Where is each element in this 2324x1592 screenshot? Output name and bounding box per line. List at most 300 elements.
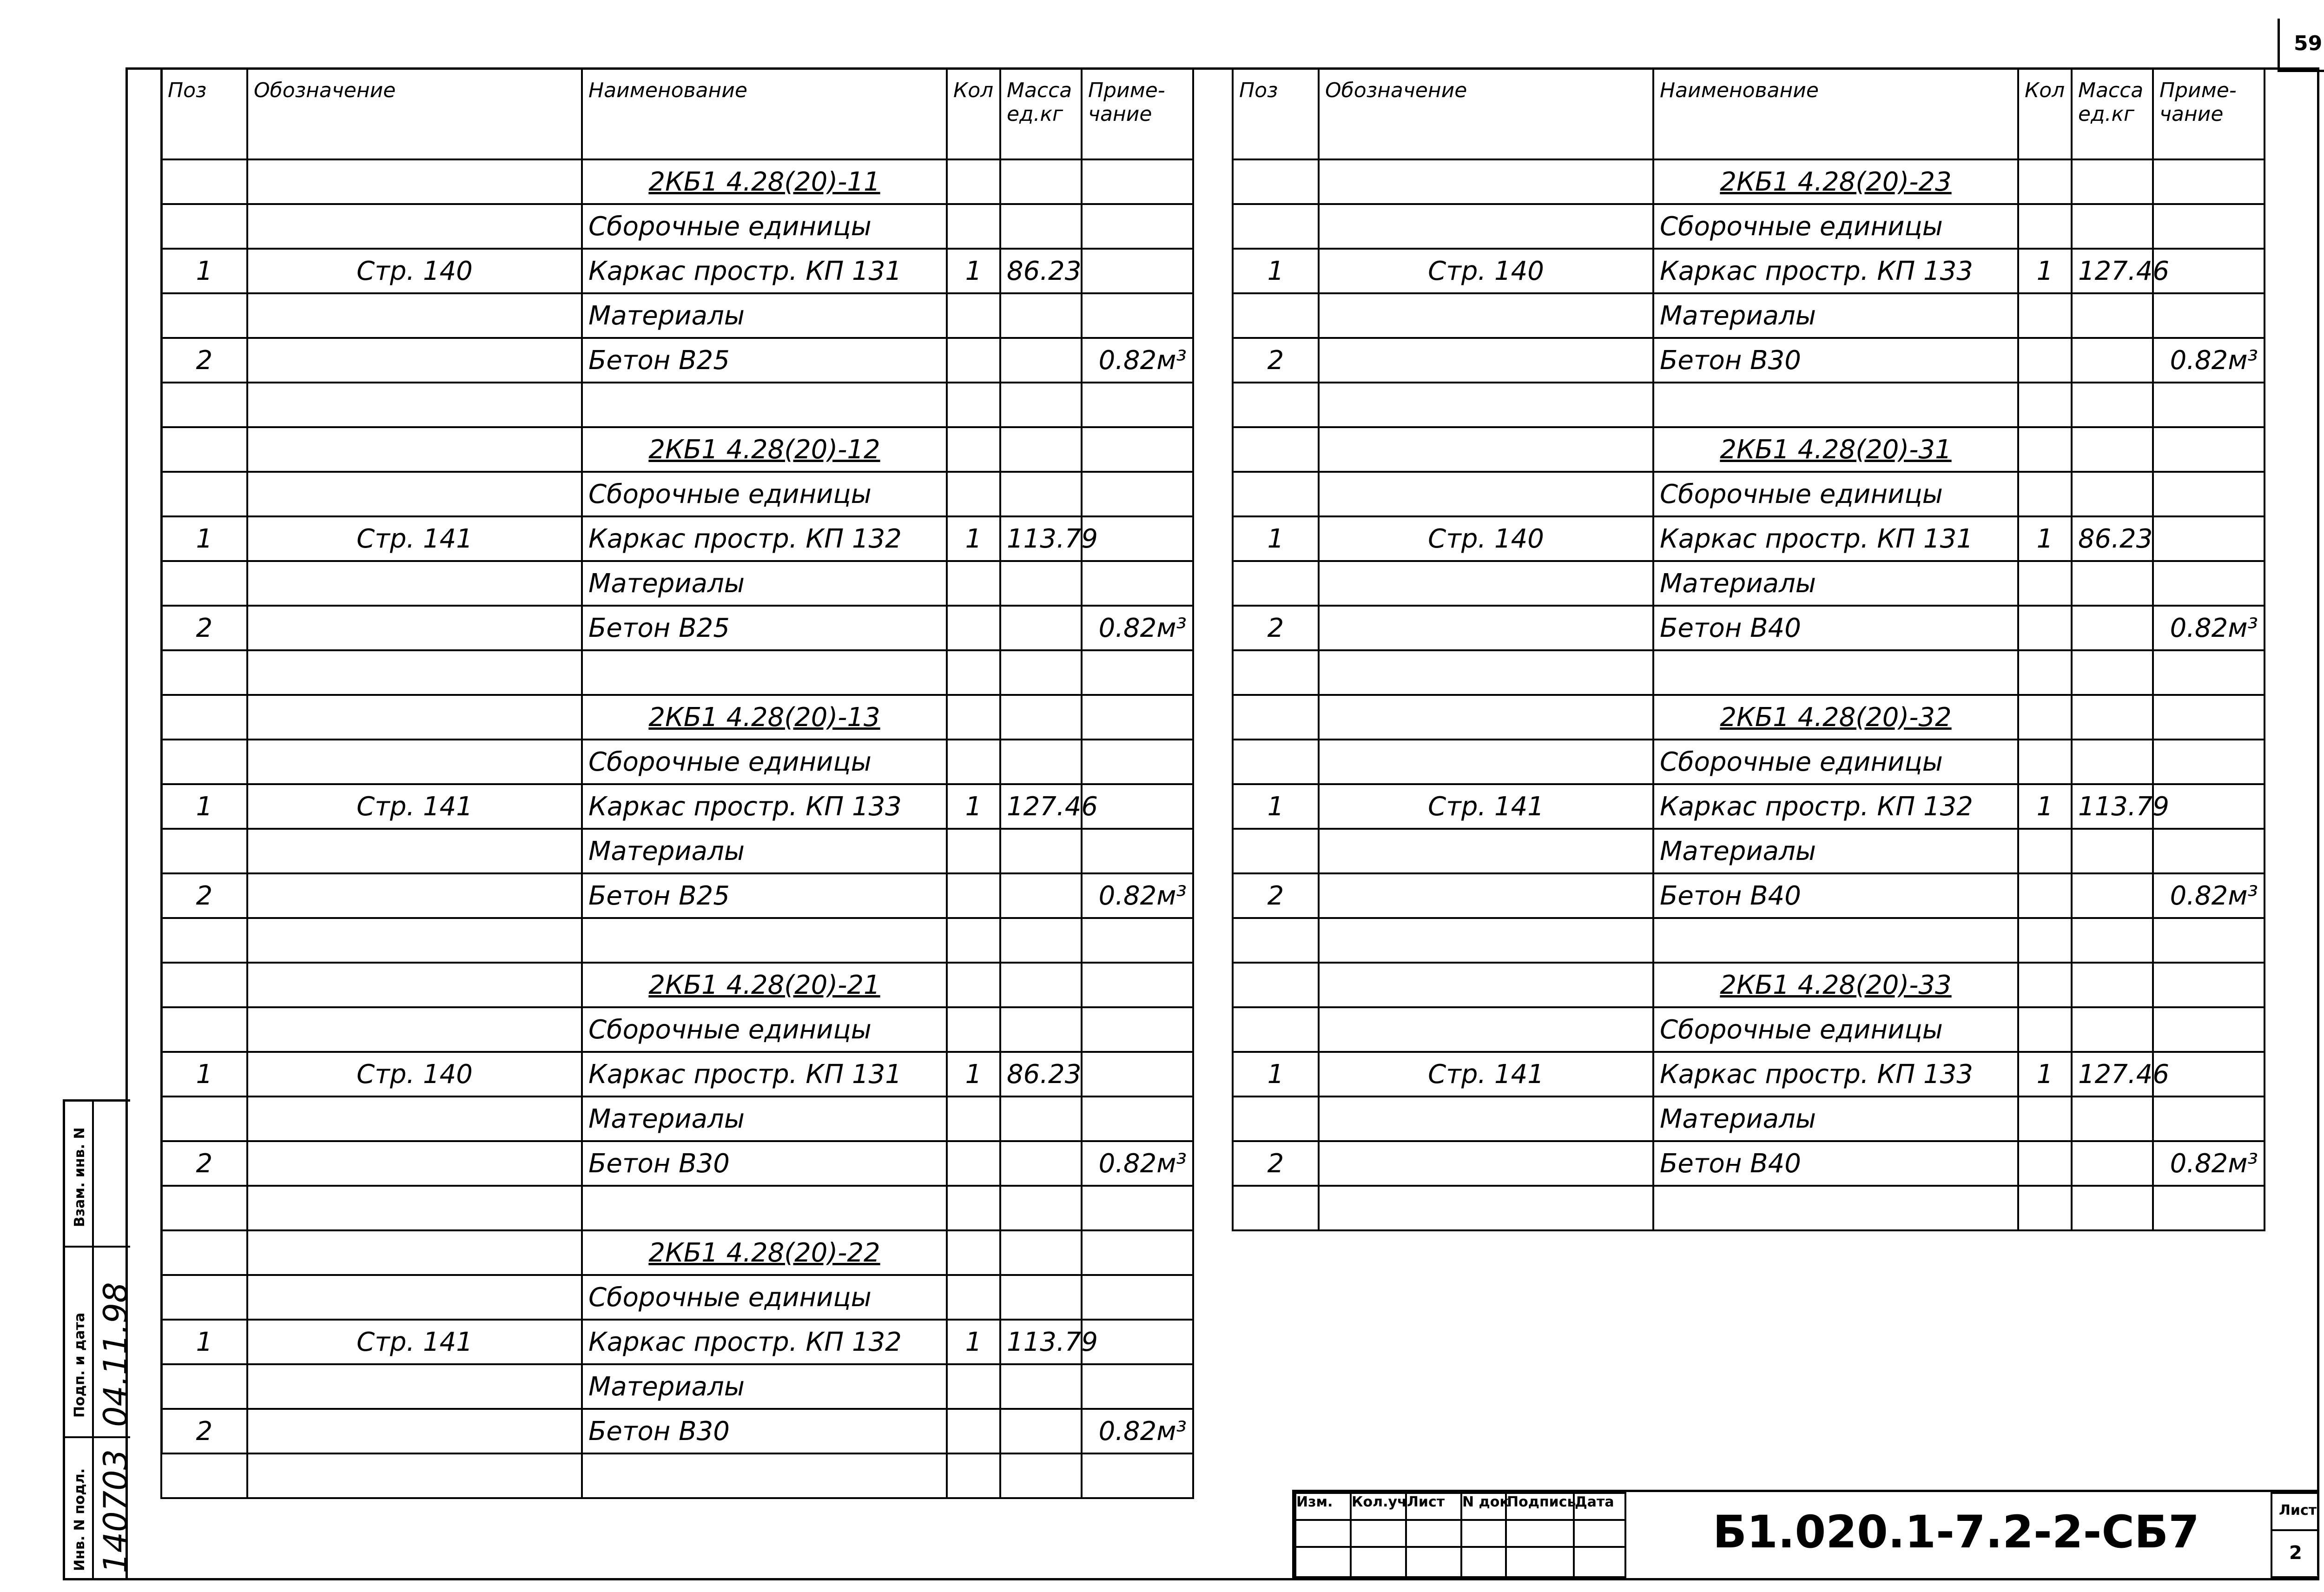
header-note: Приме- чание [1082,68,1193,159]
cell-mass [2072,963,2153,1007]
cell-note [1082,383,1193,427]
cell-name: Сборочные единицы [582,472,947,516]
table-row [161,784,1193,829]
group-title: 2КБ1 4.28(20)-13 [582,695,947,740]
cell-mass [1000,427,1082,472]
cell-qty [947,650,1000,695]
cell-designation [1319,338,1653,383]
cell-qty [2018,740,2072,784]
cell-mass [2072,561,2153,606]
cell-pos [161,829,247,873]
header-mass: Масса ед.кг [2072,68,2153,159]
cell-name: Каркас простр. КП 132 [1653,784,2018,829]
cell-qty: 1 [2018,784,2072,829]
cell-designation: Стр. 141 [247,516,582,561]
header-qty: Кол [947,68,1000,159]
spec-table-right [1232,67,2265,1231]
cell-mass [1000,873,1082,918]
cell-mass [2072,204,2153,249]
cell-note [2153,472,2265,516]
cell-note: 0.82м³ [2153,1141,2265,1186]
cell-pos [161,1230,247,1275]
side-stamp [63,1099,135,1580]
table-row [161,383,1193,427]
cell-pos [161,1453,247,1498]
cell-mass [1000,383,1082,427]
group-title: 2КБ1 4.28(20)-33 [1653,963,2018,1007]
cell-pos [1233,293,1319,338]
cell-mass [1000,918,1082,963]
table-row [161,249,1193,293]
cell-mass [1000,1230,1082,1275]
cell-name: Сборочные единицы [582,740,947,784]
cell-qty: 1 [947,784,1000,829]
cell-designation [247,1275,582,1320]
title-block [1292,1490,2319,1578]
header-name: Наименование [1653,68,2018,159]
cell-designation [247,472,582,516]
cell-designation [1319,873,1653,918]
cell-pos [161,159,247,204]
cell-qty [947,829,1000,873]
cell-mass [1000,561,1082,606]
cell-qty [947,293,1000,338]
header-pos: Поз [1233,68,1319,159]
table-row [161,829,1193,873]
cell-pos [161,695,247,740]
cell-pos: 2 [161,1409,247,1453]
handwritten-date: 04.11.98 [97,1282,135,1427]
stamp-cell-data [1573,1492,1626,1521]
cell-pos [1233,561,1319,606]
cell-pos [1233,1186,1319,1230]
cell-designation [1319,1097,1653,1141]
cell-mass [1000,1275,1082,1320]
cell-qty [947,1186,1000,1230]
cell-note [1082,784,1193,829]
cell-designation: Стр. 141 [1319,1052,1653,1097]
table-row [1233,1097,2265,1141]
cell-pos [161,1097,247,1141]
stamp-cell-izm [1294,1492,1352,1521]
cell-pos: 2 [161,873,247,918]
cell-name: Каркас простр. КП 132 [582,1320,947,1364]
cell-mass: 127.46 [1000,784,1082,829]
cell-designation [247,1141,582,1186]
cell-pos [161,1275,247,1320]
cell-name: Материалы [1653,293,2018,338]
cell-qty: 1 [2018,249,2072,293]
cell-name: Бетон В25 [582,606,947,650]
cell-note [1082,963,1193,1007]
stamp-cell-kol [1350,1492,1407,1521]
cell-name: Бетон В40 [1653,606,2018,650]
cell-mass [1000,293,1082,338]
cell-designation [1319,293,1653,338]
cell-name: Сборочные единицы [1653,740,2018,784]
cell-name: Каркас простр. КП 133 [1653,1052,2018,1097]
cell-designation [247,204,582,249]
header-pos: Поз [161,68,247,159]
cell-mass [2072,1007,2153,1052]
cell-note [2153,383,2265,427]
cell-mass [2072,293,2153,338]
cell-name [1653,918,2018,963]
table-row [161,1141,1193,1186]
cell-note [1082,159,1193,204]
table-row [161,1320,1193,1364]
cell-note: 0.82м³ [1082,338,1193,383]
cell-qty [947,472,1000,516]
side-label-inv-orig: Инв. N подл. [72,1468,88,1571]
cell-designation: Стр. 140 [247,1052,582,1097]
cell-qty [2018,427,2072,472]
cell-name: Сборочные единицы [1653,1007,2018,1052]
cell-note [1082,695,1193,740]
table-row [1233,1186,2265,1230]
cell-qty [2018,159,2072,204]
cell-mass [1000,1141,1082,1186]
cell-mass: 127.46 [2072,249,2153,293]
page-number-box [2278,19,2324,72]
cell-mass [2072,338,2153,383]
page-number: 59 [2294,32,2323,55]
cell-qty [947,159,1000,204]
cell-note: 0.82м³ [2153,606,2265,650]
table-row [1233,1007,2265,1052]
cell-note: 0.82м³ [1082,1141,1193,1186]
cell-mass [2072,427,2153,472]
stamp-vline-5 [1573,1519,1575,1578]
cell-name: Материалы [582,1364,947,1409]
spec-table-left-body [161,159,1193,1498]
cell-pos: 1 [1233,784,1319,829]
cell-qty [947,561,1000,606]
cell-mass [1000,338,1082,383]
cell-name: Каркас простр. КП 132 [582,516,947,561]
cell-qty [2018,606,2072,650]
cell-qty [2018,1007,2072,1052]
header-designation: Обозначение [247,68,582,159]
cell-mass: 113.79 [1000,516,1082,561]
cell-pos [1233,1097,1319,1141]
cell-pos [161,918,247,963]
cell-mass [2072,873,2153,918]
cell-designation [1319,740,1653,784]
table-row [1233,561,2265,606]
cell-note [1082,1097,1193,1141]
table-row [161,1186,1193,1230]
table-row [1233,472,2265,516]
cell-pos [1233,829,1319,873]
cell-pos: 1 [161,1320,247,1364]
side-stamp-sep-1 [65,1246,130,1248]
cell-mass [1000,740,1082,784]
cell-mass [1000,1364,1082,1409]
table-row [1233,918,2265,963]
cell-qty: 1 [947,516,1000,561]
sheet-number: 2 [2289,1542,2302,1564]
cell-qty [2018,695,2072,740]
cell-designation [1319,204,1653,249]
cell-designation [247,1364,582,1409]
cell-mass [1000,1097,1082,1141]
cell-name: Сборочные единицы [582,204,947,249]
cell-qty [947,1453,1000,1498]
cell-mass [2072,606,2153,650]
table-row [161,204,1193,249]
cell-qty [2018,293,2072,338]
cell-note [1082,249,1193,293]
cell-designation: Стр. 141 [247,784,582,829]
table-row [1233,159,2265,204]
cell-note [2153,829,2265,873]
cell-name [1653,650,2018,695]
table-row [161,650,1193,695]
cell-designation [247,829,582,873]
cell-pos [161,740,247,784]
header-note: Приме- чание [2153,68,2265,159]
cell-qty [947,1364,1000,1409]
table-row [161,1097,1193,1141]
cell-name: Материалы [582,293,947,338]
cell-note [1082,650,1193,695]
cell-name: Материалы [582,561,947,606]
cell-designation [1319,472,1653,516]
cell-pos [1233,650,1319,695]
cell-note [1082,1453,1193,1498]
cell-designation: Стр. 140 [1319,516,1653,561]
stamp-label-kol: Кол.уч [1352,1494,1407,1510]
cell-note [1082,293,1193,338]
cell-note [1082,472,1193,516]
cell-mass [1000,829,1082,873]
cell-qty [2018,829,2072,873]
stamp-vline-4 [1505,1519,1507,1578]
cell-pos [1233,383,1319,427]
cell-designation [247,293,582,338]
cell-qty: 1 [947,249,1000,293]
cell-mass [1000,1007,1082,1052]
table-row [1233,427,2265,472]
cell-designation [247,740,582,784]
table-row [161,918,1193,963]
table-row [1233,784,2265,829]
cell-pos [1233,918,1319,963]
cell-designation [1319,1186,1653,1230]
cell-pos: 1 [161,249,247,293]
cell-note [2153,1097,2265,1141]
cell-name: Материалы [582,1097,947,1141]
cell-qty [2018,1141,2072,1186]
cell-designation [247,873,582,918]
cell-note: 0.82м³ [1082,873,1193,918]
cell-pos [161,427,247,472]
cell-qty [947,1275,1000,1320]
cell-name: Бетон В40 [1653,1141,2018,1186]
cell-qty [2018,383,2072,427]
cell-pos [161,561,247,606]
cell-qty [2018,918,2072,963]
cell-qty [2018,204,2072,249]
cell-designation: Стр. 141 [247,1320,582,1364]
table-row [1233,1141,2265,1186]
cell-designation [1319,1007,1653,1052]
cell-name: Материалы [1653,1097,2018,1141]
cell-note [2153,204,2265,249]
cell-qty [2018,561,2072,606]
cell-mass: 86.23 [1000,249,1082,293]
table-row [161,963,1193,1007]
cell-note [2153,249,2265,293]
cell-qty [947,427,1000,472]
cell-designation [247,963,582,1007]
cell-mass [1000,204,1082,249]
cell-designation: Стр. 141 [1319,784,1653,829]
cell-mass [1000,695,1082,740]
cell-pos [161,383,247,427]
cell-designation [247,606,582,650]
cell-name: Бетон В30 [582,1409,947,1453]
cell-qty [947,918,1000,963]
cell-qty [947,606,1000,650]
cell-pos [1233,1007,1319,1052]
cell-mass: 127.46 [2072,1052,2153,1097]
cell-mass [1000,1409,1082,1453]
cell-pos: 1 [161,516,247,561]
table-row [1233,204,2265,249]
sheet-box-divider [2271,1529,2319,1531]
cell-note [2153,918,2265,963]
group-title: 2КБ1 4.28(20)-11 [582,159,947,204]
cell-mass [1000,606,1082,650]
cell-name: Бетон В30 [1653,338,2018,383]
cell-note [2153,159,2265,204]
cell-qty [2018,472,2072,516]
table-row [161,740,1193,784]
table-row [161,159,1193,204]
cell-qty [947,963,1000,1007]
cell-name: Каркас простр. КП 131 [582,1052,947,1097]
cell-qty [947,1230,1000,1275]
cell-note [1082,516,1193,561]
cell-pos: 1 [161,784,247,829]
cell-pos [161,963,247,1007]
table-row [161,561,1193,606]
side-label-inv-repl: Взам. инв. N [72,1127,88,1227]
cell-name: Бетон В30 [582,1141,947,1186]
table-row [161,1230,1193,1275]
cell-pos: 2 [1233,338,1319,383]
table-row [161,1453,1193,1498]
cell-qty [947,1097,1000,1141]
cell-note: 0.82м³ [2153,338,2265,383]
cell-pos: 1 [1233,249,1319,293]
cell-note [2153,1007,2265,1052]
cell-name: Материалы [582,829,947,873]
cell-name: Сборочные единицы [582,1007,947,1052]
cell-note: 0.82м³ [1082,1409,1193,1453]
cell-note [2153,650,2265,695]
table-row [161,427,1193,472]
cell-pos [161,472,247,516]
cell-designation [1319,606,1653,650]
cell-name [582,1186,947,1230]
table-row [161,606,1193,650]
cell-name [582,1453,947,1498]
table-row [1233,293,2265,338]
cell-qty [947,1141,1000,1186]
cell-designation [247,1186,582,1230]
cell-designation [247,159,582,204]
cell-pos: 1 [1233,516,1319,561]
cell-note [2153,1186,2265,1230]
cell-mass [1000,650,1082,695]
cell-designation [247,1097,582,1141]
cell-designation [1319,1141,1653,1186]
cell-designation: Стр. 140 [247,249,582,293]
cell-designation [247,650,582,695]
cell-name: Сборочные единицы [582,1275,947,1320]
cell-note [1082,1186,1193,1230]
cell-mass [1000,472,1082,516]
sheet-label: Лист [2279,1502,2317,1519]
cell-qty [947,1409,1000,1453]
cell-mass: 86.23 [1000,1052,1082,1097]
stamp-vline-2 [1405,1519,1407,1578]
cell-name: Материалы [1653,829,2018,873]
table-row [1233,338,2265,383]
cell-note [2153,784,2265,829]
table-row [1233,249,2265,293]
cell-note [1082,1364,1193,1409]
cell-pos [1233,204,1319,249]
cell-designation: Стр. 140 [1319,249,1653,293]
cell-note [1082,204,1193,249]
cell-qty [947,338,1000,383]
cell-designation [247,918,582,963]
table-row [161,472,1193,516]
cell-designation [1319,427,1653,472]
cell-mass [2072,740,2153,784]
cell-designation [247,1409,582,1453]
cell-mass: 113.79 [2072,784,2153,829]
cell-pos: 2 [1233,606,1319,650]
cell-note [2153,695,2265,740]
table-row [1233,873,2265,918]
cell-pos: 2 [1233,873,1319,918]
cell-mass [2072,159,2153,204]
cell-mass [2072,1186,2153,1230]
cell-note [2153,963,2265,1007]
cell-mass [2072,1141,2153,1186]
header-qty: Кол [2018,68,2072,159]
cell-name [582,918,947,963]
cell-pos [1233,427,1319,472]
cell-note [1082,427,1193,472]
cell-mass [2072,1097,2153,1141]
cell-designation [1319,650,1653,695]
cell-qty [2018,338,2072,383]
stamp-label-izm: Изм. [1296,1494,1333,1510]
cell-designation [247,427,582,472]
cell-mass [2072,918,2153,963]
cell-qty: 1 [947,1320,1000,1364]
table-row [161,695,1193,740]
spec-table-left [160,67,1194,1499]
cell-note [2153,740,2265,784]
cell-name [582,383,947,427]
